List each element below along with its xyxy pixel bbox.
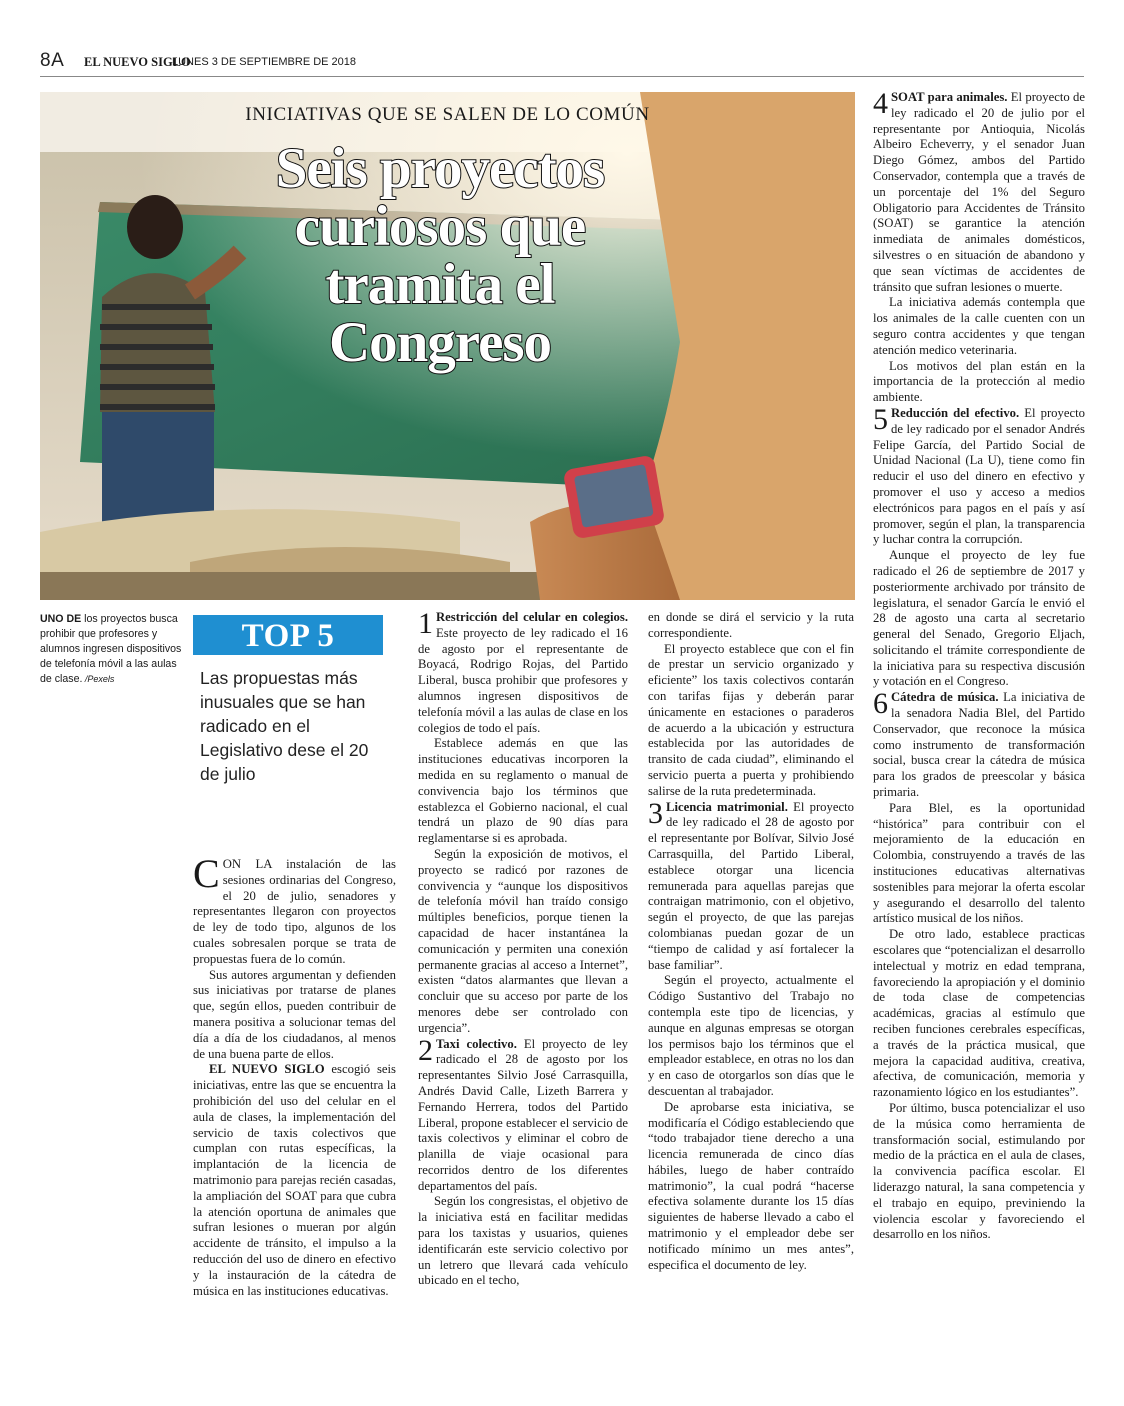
section-number: 2 (418, 1033, 433, 1067)
intro-lead: ON LA (222, 857, 272, 871)
section-2 (418, 1033, 628, 1195)
page-number: 8A (40, 50, 65, 71)
section-number: 3 (648, 796, 663, 830)
paragraph: Para Blel, es la oportunidad “histórica” para contribuir con el mejoramiento de la educación en Colombia, construyendo a través de las instituciones educativas alternativas sostenibles para mejorar la oferta escolar y asegurando el desarrollo del talento artístico musical de los niños. (873, 800, 1085, 926)
photo-caption (40, 612, 182, 687)
section-title: Reducción del efectivo. (891, 405, 1020, 420)
section-number: 4 (873, 87, 888, 120)
section-number: 1 (418, 607, 433, 640)
paragraph-text: escogió seis iniciativas, entre las que se encuentra la prohibición del uso del celular en el aula de clases, la implementación del servicio de taxis colectivos que cumplan con rutas específicas, la implantación de la licencia de matrimonio para parejas recién casadas, la ampliación del SOAT para que cubra la atención oportuna de animales que sufran lesiones o mueran por algún accidente de tránsito, el impulso a la reducción del uso de dinero en efectivo y la instauración de la cátedra de música en las instituciones educativas. (193, 1062, 396, 1298)
section-number: 6 (873, 687, 888, 721)
kicker: INICIATIVAS QUE SE SALEN DE LO COMÚN (245, 104, 650, 125)
headline-line: Seis proyectos (275, 137, 605, 200)
caption-lead: UNO DE (40, 613, 82, 625)
paragraph: La iniciativa además contempla que los animales de la calle cuenten con un seguro contra accidentes y que tengan atención medico veterinaria. (873, 295, 1085, 357)
paragraph: De otro lado, establece practicas escolares que “potencializan el desarrollo intelectual y motriz en edad temprana, favoreciendo la apropiación y el dominio de toda clase de competencias académicas, gracias al estímulo que reciben funciones cerebrales específicas, a través de la práctica musical, que mejora la capacidad auditiva, creativa, afectiva, de comunicación, memoria y razonamiento lógico en los estudiantes”. (873, 927, 1085, 1100)
section-4 (873, 87, 1086, 295)
section-text: El proyecto de ley radicado el 28 de agosto por los representantes Silvio José Carrasquilla, Andrés David Calle, Lizeth Barrera y Fernando Herrera, todos del Partido Liberal, propone establecer el servicio de taxis colectivos y eliminar el cobro de planilla de viaje ocasional para recorridos dentro de los diferentes departamentos del país. (418, 1036, 628, 1193)
paragraph: El proyecto establece que con el fin de prestar un servicio organizado y eficiente” los taxis colectivos contarán con tarifas fijas y deberán parar únicamente en estaciones o paraderos de acuerdo a la ubicación y estructura establecida por las autoridades de transito de cada ciudad”, eliminando el servicio puerta a puerta y prohibiendo salirse de la ruta predeterminada. (648, 641, 854, 798)
section-6 (873, 687, 1085, 801)
section-text: El proyecto de ley radicado el 20 de julio por el representante por Antioquia, Nicolás Albeiro Echeverry, y el senador Juan Diego Gómez, ambos del Partido Conservador, contempla que a través de un porcentaje del 1% del Seguro Obligatorio para Accidentes de Tránsito (SOAT) se garantice la atención inmediata de animales domésticos, silvestres o en situación de abandono y que sean víctimas de accidentes de tránsito que sufran lesiones o muerte. (873, 90, 1086, 294)
paragraph: Establece además en que las instituciones educativas incorporen la medida en su reglamento o manual de convivencia bajo los términos que establezca el Gobierno nacional, el cual tendrá un plazo de 90 días para reglamentarse si es aprobada. (418, 736, 628, 846)
paragraph: Según la exposición de motivos, el proyecto se radicó por razones de convivencia y “aunque los dispositivos de telefonía móvil han traído consigo múltiples beneficios, porque tienen la capacidad de hacer instantánea la comunicación y permiten una conexión permanente gracias al acceso a Internet”, existen “datos alarmantes que llevan a concluir que su acceso por parte de los menores debe ser controlado con urgencia”. (418, 846, 628, 1035)
paragraph: Aunque el proyecto de ley fue radicado el 26 de septiembre de 2017 y posteriormente archivado por tránsito de legislatura, el senador García le envió el 28 de agosto una carta al secretario general del Senado, Gregorio Eljach, solicitando el trámite correspondiente de la iniciativa para su respectiva discusión y votación en el Congreso. (873, 548, 1085, 689)
paragraph: Por último, busca potencializar el uso de la música como herramienta de transformación social, estimulando por medio de la práctica en el aula de clases, la convivencia pacífica escolar. El liderazgo natural, la sana competencia y el trabajo en equipo, previniendo la violencia escolar y favoreciendo el desarrollo en los niños. (873, 1101, 1085, 1242)
photo-credit: /Pexels (82, 674, 115, 684)
section-1 (418, 607, 628, 736)
headline-line: curiosos que (294, 195, 586, 258)
section-text: El proyecto de ley radicado por el senador Andrés Felipe García, del Partido Social de Unidad Nacional (La U), tiene como fin reducir el uso del dinero en efectivo y promover el uso y acceso a medios electrónicos para pagos en el país y así promover, según el plan, la transparencia y luchar contra la corrupción. (873, 405, 1085, 547)
paragraph (193, 1062, 396, 1299)
section-title: Cátedra de música. (891, 690, 999, 705)
section-3 (648, 796, 854, 974)
section-5 (873, 402, 1085, 548)
section-text: La iniciativa de la senadora Nadia Blel, del Partido Conservador, que reconoce la música como instrumento de transformación social, busca crear la cátedra de música para los grados de preescolar y básica primaria. (873, 690, 1085, 800)
section-title: Licencia matrimonial. (666, 799, 788, 814)
paragraph: Los motivos del plan están en la importancia de la protección al medio ambiente. (873, 358, 1085, 405)
headline (230, 137, 650, 374)
publication-mention: EL NUEVO SIGLO (209, 1062, 325, 1077)
intro-paragraph (193, 851, 396, 968)
article-column-3 (648, 610, 854, 1273)
paragraph: Según los congresistas, el objetivo de la iniciativa está en facilitar medidas para los taxistas y usuarios, quienes identificarán este servicio colectivo por un letrero que llevará cada vehículo ubicado en el techo, (418, 1194, 628, 1288)
section-text: El proyecto de ley radicado el 28 de agosto por el representante por Bolívar, Silvio José Carrasquilla, del Partido Liberal, establece otorgar una licencia remunerada para aquellas parejas que contraigan matrimonio, con el objetivo, según el proyecto, de que las parejas colombianas puedan gozar de un “tiempo de calidad y así fortalecer la base familiar”. (648, 799, 854, 972)
paragraph: Sus autores argumentan y defienden sus iniciativas por tratarse de planes que, según ellos, pueden contribuir de manera positiva a solucionar temas del día a día de los ciudadanos, al menos de una buena parte de ellos. (193, 967, 396, 1061)
issue-date: LUNES 3 DE SEPTIEMBRE DE 2018 (172, 56, 357, 68)
section-number: 5 (873, 402, 888, 436)
caption-text: los proyectos busca prohibir que profesores y alumnos ingresen dispositivos de telefonía móvil a las aulas de clase. (40, 613, 182, 685)
header-rule (40, 76, 1084, 77)
top5-banner: TOP 5 (193, 615, 383, 655)
article-column-2 (418, 607, 628, 1289)
headline-line: Congreso (328, 311, 552, 374)
section-title: Restricción del celular en colegios. (436, 610, 628, 624)
section-title: SOAT para animales. (891, 90, 1008, 104)
drop-cap: C (193, 851, 220, 896)
section-text: Este proyecto de ley radicado el 16 de agosto por el representante de Boyacá, Rodrigo Rojas, del Partido Liberal, busca prohibir que profesores y alumnos ingresen dispositivos de telefonía móvil a las aulas de clase en los colegios de todo el país. (418, 625, 628, 735)
top5-subtitle: Las propuestas más inusuales que se han radicado en el Legislativo dese el 20 de julio (200, 668, 369, 784)
paragraph: De aprobarse esta iniciativa, se modificaría el Código estableciendo que “todo trabajador tiene derecho a una licencia remunerada de cinco días hábiles, luego de haber contraído matrimonio”, la cual podrá “hacerse efectiva solamente durante los 15 días siguientes de haberse llevado a cabo el matrimonio y el empleador debe ser notificado mínimo un mes antes”, especifica el documento de ley. (648, 1099, 854, 1272)
article-column-4 (873, 87, 1086, 1243)
section-title: Taxi colectivo. (436, 1036, 517, 1051)
paragraph: Según el proyecto, actualmente el Código Sustantivo del Trabajo no contempla este tipo de licencias, y aunque en algunas empresas se otorgan los permisos bajo los términos que el empleador establece, en otras no los dan y en caso de otorgarlos son días que le descuentan al trabajador. (648, 973, 854, 1098)
intro-text: instalación de las sesiones ordinarias del Congreso, el 20 de julio, senadores y representantes llegaron con proyectos de ley de todo tipo, algunos de los cuales sobresalen porque se trata de propuestas fuera de lo común. (193, 857, 396, 966)
paragraph: en donde se dirá el servicio y la ruta correspondiente. (648, 610, 854, 640)
article-column-1 (193, 851, 396, 1299)
publication-name: EL NUEVO SIGLO (84, 55, 191, 69)
headline-line: tramita el (325, 253, 555, 316)
